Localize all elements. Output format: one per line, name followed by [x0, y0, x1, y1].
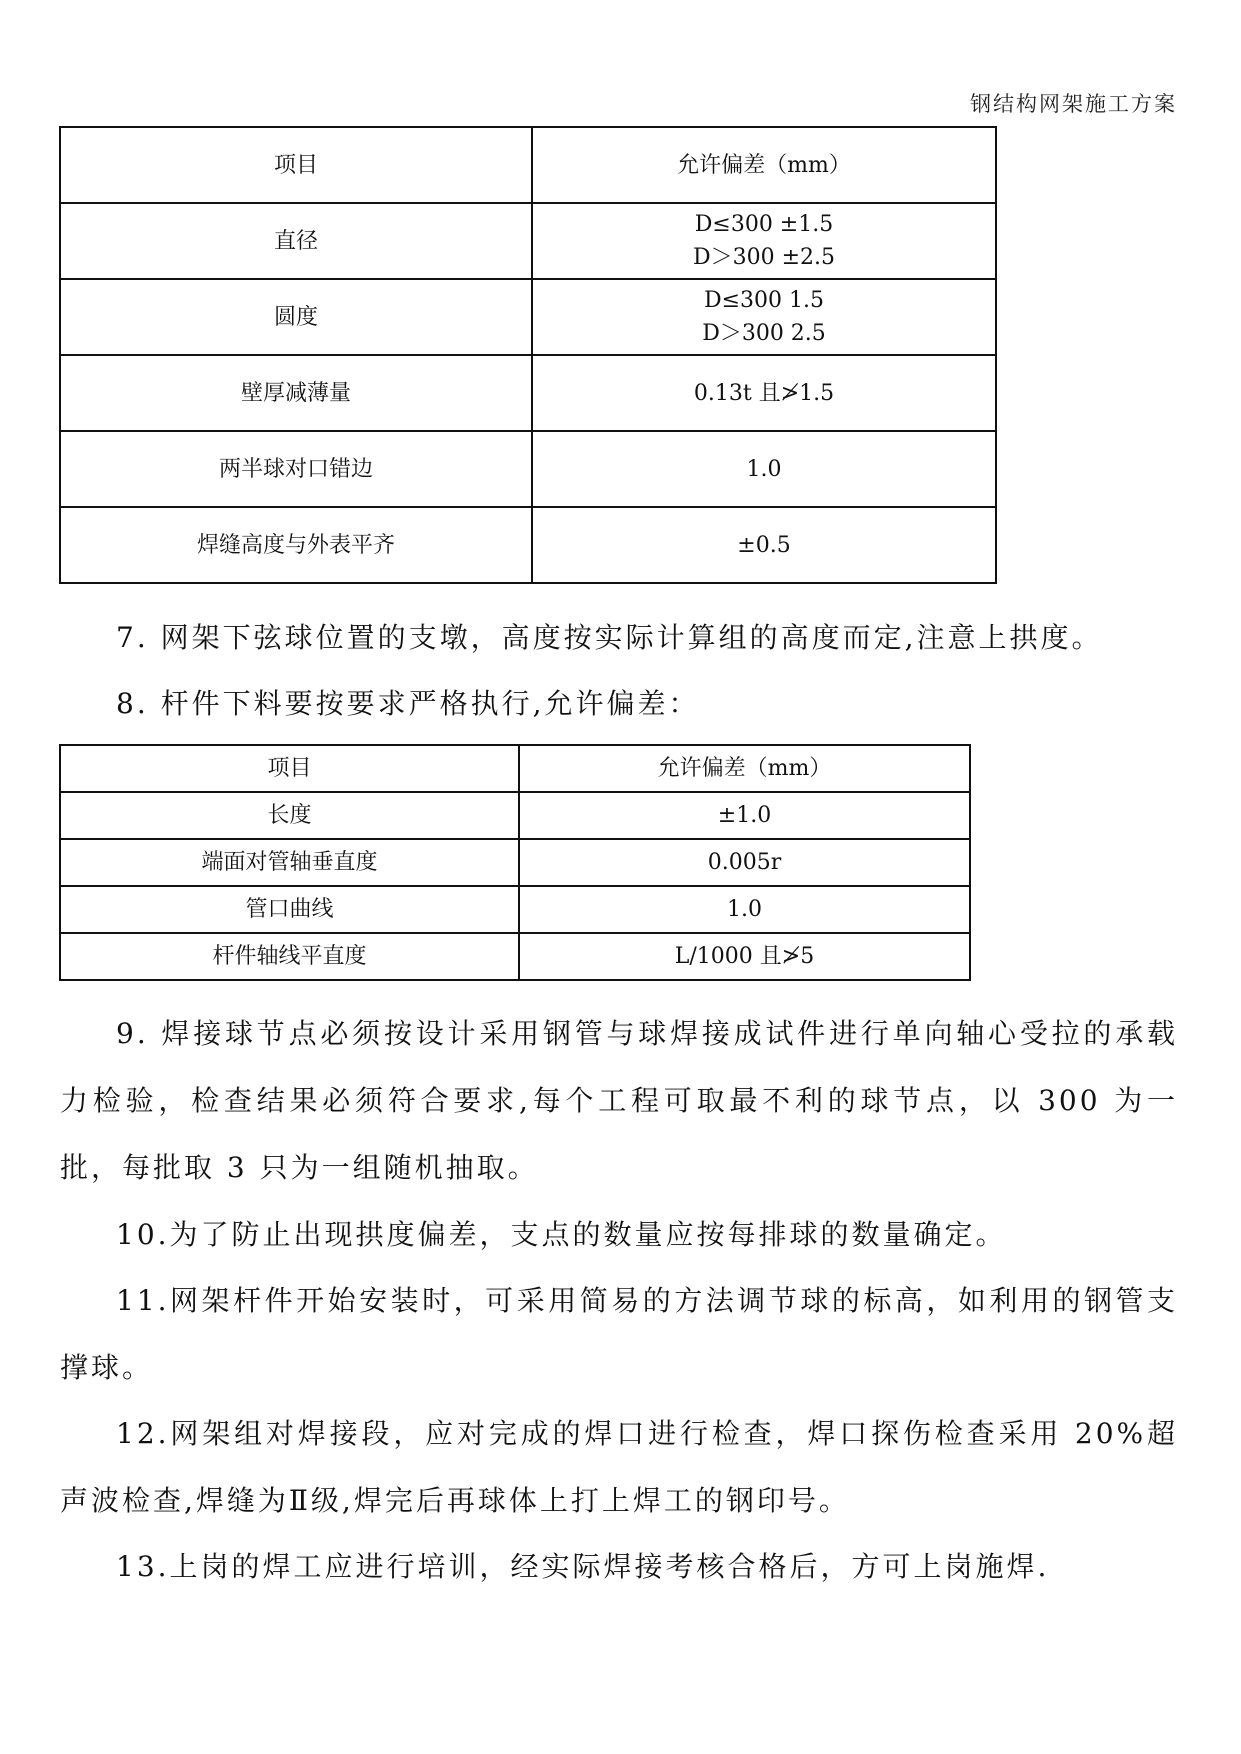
table-cell-value: 0.13t 且≯1.5 — [532, 355, 996, 431]
table-row — [60, 355, 996, 431]
page-header-title: 钢结构网架施工方案 — [970, 92, 1177, 116]
table-cell-item: 管口曲线 — [60, 886, 519, 933]
table-cell-value: 0.005r — [519, 839, 970, 886]
table-row — [60, 203, 996, 279]
table-cell-value: ±0.5 — [532, 507, 996, 583]
paragraph-12: 12.网架组对焊接段，应对完成的焊口进行检查，焊口探伤检查采用 20%超声波检查,焊缝为Ⅱ级,焊完后再球体上打上焊工的钢印号。 — [60, 1417, 1178, 1517]
table-header-cell: 允许偏差（mm） — [532, 127, 996, 203]
table-row — [60, 279, 996, 355]
table-row — [60, 886, 970, 933]
table-row — [60, 933, 970, 980]
table-header-row — [60, 127, 996, 203]
table-cell-value — [532, 203, 996, 279]
paragraph-11: 11.网架杆件开始安装时，可采用简易的方法调节球的标高，如利用的钢管支撑球。 — [60, 1284, 1178, 1384]
table-row — [60, 839, 970, 886]
table-header-cell: 项目 — [60, 127, 532, 203]
table-header-row — [60, 745, 970, 792]
table-cell-value — [532, 279, 996, 355]
table-cell-value: 1.0 — [519, 886, 970, 933]
value-line: D＞300 ±2.5 — [692, 245, 836, 270]
paragraph-8: 8. 杆件下料要按要求严格执行,允许偏差： — [116, 687, 700, 720]
table-cell-item: 焊缝高度与外表平齐 — [60, 507, 532, 583]
ball-tolerance-table — [59, 126, 997, 584]
table-cell-item: 两半球对口错边 — [60, 431, 532, 507]
table-header-cell: 项目 — [60, 745, 519, 792]
table-row — [60, 792, 970, 839]
value-line: D＞300 2.5 — [702, 321, 826, 346]
table-row — [60, 431, 996, 507]
table-cell-value: L/1000 且≯5 — [519, 933, 970, 980]
table-cell-item: 长度 — [60, 792, 519, 839]
table-cell-value: ±1.0 — [519, 792, 970, 839]
table-header-cell: 允许偏差（mm） — [519, 745, 970, 792]
table-cell-item: 圆度 — [60, 279, 532, 355]
paragraph-7: 7. 网架下弦球位置的支墩，高度按实际计算组的高度而定,注意上拱度。 — [116, 621, 1103, 654]
paragraph-13: 13.上岗的焊工应进行培训，经实际焊接考核合格后，方可上岗施焊. — [116, 1550, 1050, 1583]
table-cell-item: 端面对管轴垂直度 — [60, 839, 519, 886]
table-cell-item: 壁厚减薄量 — [60, 355, 532, 431]
table-cell-item: 直径 — [60, 203, 532, 279]
paragraph-10: 10.为了防止出现拱度偏差，支点的数量应按每排球的数量确定。 — [116, 1218, 1007, 1251]
table-row — [60, 507, 996, 583]
table-cell-value: 1.0 — [532, 431, 996, 507]
paragraph-9: 9. 焊接球节点必须按设计采用钢管与球焊接成试件进行单向轴心受拉的承载力检验，检查结果必须符合要求,每个工程可取最不利的球节点，以 300 为一批，每批取 3 只为一组随机抽取。 — [60, 1017, 1178, 1184]
value-line: D≤300 1.5 — [703, 288, 825, 313]
member-tolerance-table — [59, 744, 971, 981]
value-line: D≤300 ±1.5 — [694, 212, 834, 237]
table-cell-item: 杆件轴线平直度 — [60, 933, 519, 980]
